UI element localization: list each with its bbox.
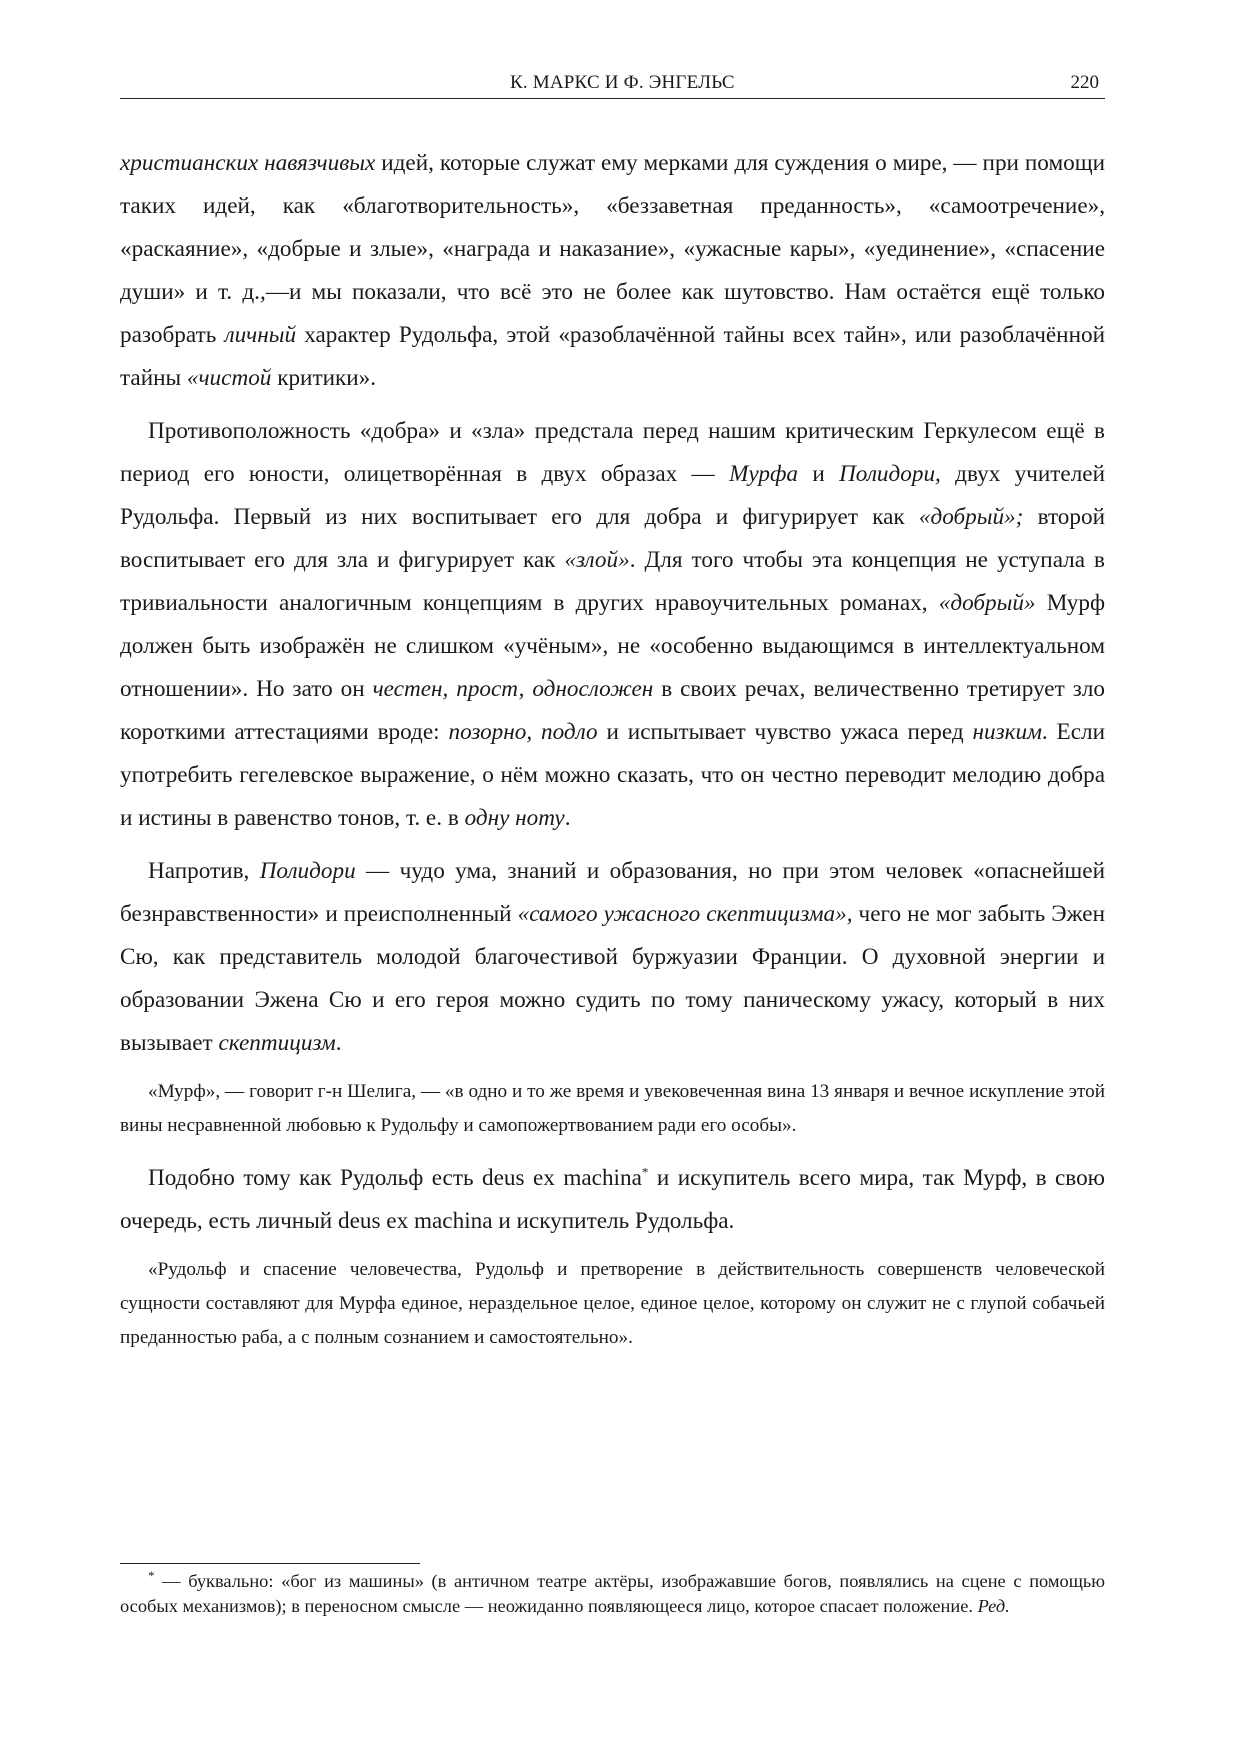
text-run: и искупитель всего мира, так Мурф, в свою очередь, есть личный deus ex machina и искупитель Рудольфа.	[120, 1165, 1106, 1234]
page-number: 220	[1070, 72, 1099, 93]
text-run: второй воспитывает его для зла и фигурирует как	[120, 504, 1105, 573]
text-run: — чудо ума, знаний и образования, но при этом человек «опаснейшей безнравственности» и преисполненный	[120, 858, 1105, 927]
emphasis: Полидори	[259, 858, 356, 884]
text-run: в своих речах, величественно третирует зло короткими аттестациями вроде:	[120, 676, 1105, 745]
footnote-text: — буквально: «бог из машины» (в античном театре актёры, изображавшие богов, появлялись на сцене с помощью особых механизмов); в переносном смысле — неожиданно появляющееся лицо, которое спасает положение.	[120, 1571, 1105, 1616]
emphasis: одну ноту	[464, 805, 565, 831]
emphasis: скептицизм	[218, 1030, 336, 1056]
emphasis: «самого ужасного скептицизма»,	[517, 901, 853, 927]
footnote-mark: *	[148, 1567, 155, 1583]
emphasis: Мурфа	[729, 461, 799, 487]
text-run: критики».	[271, 365, 377, 391]
footnote	[120, 1569, 1105, 1619]
paragraph-4	[120, 1157, 1105, 1243]
text-run: Напротив,	[148, 858, 260, 884]
text-run: идей, которые служат ему мерками для суждения о мире, — при помощи таких идей, как «благотворительность», «беззаветная преданность», «самоотречение», «раскаяние», «добрые и злые», «награда и наказание», «ужасные кары», «уединение», «спасение души» и т. д.,—и мы показали, что всё это не более как шутовство. Нам остаётся ещё только разобрать	[120, 150, 1105, 348]
emphasis: личный	[224, 322, 297, 348]
emphasis: «чистой	[186, 365, 272, 391]
text-run: Противоположность «добра» и «зла» предстала перед нашим критическим Геркулесом ещё в период его юности, олицетворённая в двух образах —	[120, 418, 1105, 487]
text-run: чего не мог забыть Эжен Сю, как представитель молодой благочестивой буржуазии Франции. О духовной энергии и образовании Эжена Сю и его героя можно судить по тому паническому ужасу, который в них вызывает	[120, 901, 1106, 1056]
text-run: Мурф должен быть изображён не слишком «учёным», не «особенно выдающимся в интеллектуальном отношении». Но зато он	[120, 590, 1105, 702]
block-quote-1: «Мурф», — говорит г-н Шелига, — «в одно и то же время и увековеченная вина 13 января и вечное искупление этой вины несравненной любовью к Рудольфу и самопожертвованием ради его особы».	[120, 1081, 1105, 1136]
emphasis: Полидори,	[839, 461, 941, 487]
emphasis: христианских навязчивых	[120, 150, 376, 176]
text-run: характер Рудольфа, этой «разоблачённой тайны всех тайн», или разоблачённой тайны	[120, 322, 1105, 391]
text-run: .	[564, 805, 571, 831]
paragraph-3	[120, 850, 1105, 1065]
paragraph-1	[120, 142, 1105, 400]
emphasis: «злой»	[564, 547, 630, 573]
emphasis: «добрый»;	[918, 504, 1024, 530]
running-title: К. МАРКС И Ф. ЭНГЕЛЬС	[510, 72, 735, 93]
emphasis: позорно, подло	[448, 719, 598, 745]
page-body	[120, 142, 1105, 1369]
text-run: . Если употребить гегелевское выражение, о нём можно сказать, что он честно переводит мелодию добра и истины в равенство тонов, т. е. в	[120, 719, 1105, 831]
block-quote-2: «Рудольф и спасение человечества, Рудольф и претворение в действительность совершенств человеческой сущности составляют для Мурфа единое, нераздельное целое, единое целое, которому он служит не с глупой собачьей преданностью раба, а с полным сознанием и самостоятельно».	[120, 1259, 1105, 1348]
text-run: Подобно тому как Рудольф есть deus ex machina	[148, 1165, 642, 1191]
emphasis: «добрый»	[938, 590, 1036, 616]
paragraph-2	[120, 410, 1105, 840]
footnote-reference[interactable]: *	[641, 1164, 649, 1180]
footnote-divider	[120, 1563, 420, 1564]
text-run: и	[798, 461, 840, 487]
emphasis: честен, прост, односложен	[372, 676, 654, 702]
text-run: .	[335, 1030, 342, 1056]
text-run: . Для того чтобы эта концепция не уступала в тривиальности аналогичным концепциям в других нравоучительных романах,	[120, 547, 1105, 616]
text-run: и испытывает чувство ужаса перед	[597, 719, 973, 745]
text-run: двух учителей Рудольфа. Первый из них воспитывает его для добра и фигурирует как	[120, 461, 1105, 530]
running-header	[120, 72, 1105, 99]
footnote-editor-note: Ред.	[977, 1596, 1010, 1616]
emphasis: низким	[972, 719, 1042, 745]
